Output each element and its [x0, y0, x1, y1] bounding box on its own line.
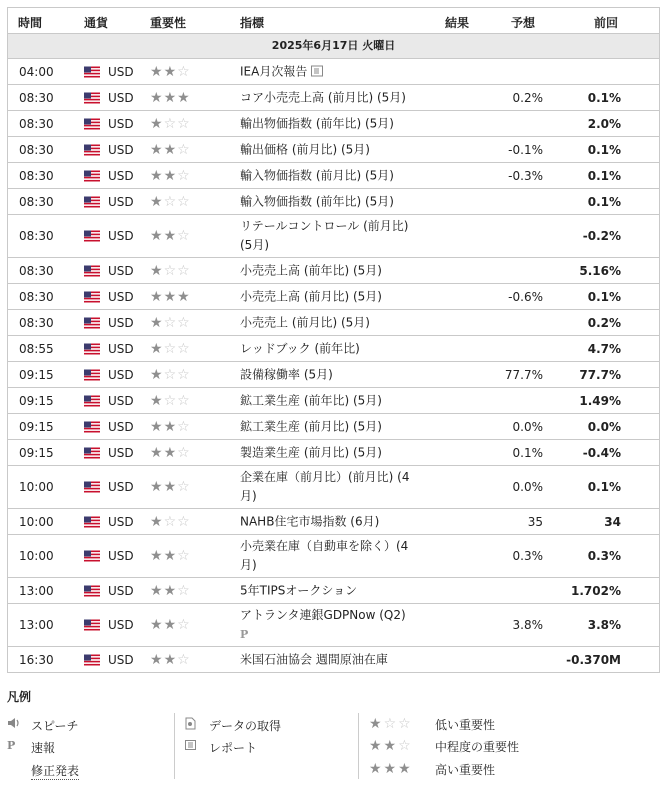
table-header — [8, 8, 659, 34]
event-name[interactable]: 米国石油協会 週間原油在庫 — [240, 652, 388, 666]
event-forecast: -0.1% — [508, 142, 543, 157]
legend-divider — [358, 713, 359, 779]
event-forecast: 77.7% — [504, 367, 543, 382]
event-currency: USD — [108, 315, 134, 330]
importance-stars-icon: ★★☆ — [150, 617, 191, 633]
table-row[interactable] — [8, 215, 659, 258]
event-currency: USD — [108, 419, 134, 434]
speaker-icon — [7, 717, 21, 732]
event-previous: 77.7% — [579, 367, 621, 382]
table-row[interactable] — [8, 509, 659, 535]
event-forecast: 35 — [527, 514, 543, 529]
us-flag-icon — [84, 620, 100, 631]
document-icon — [185, 717, 196, 733]
event-time: 10:00 — [19, 480, 54, 494]
event-forecast: 3.8% — [512, 618, 543, 632]
header-time: 時間 — [18, 16, 43, 30]
event-name[interactable]: 製造業生産 (前月比) (5月) — [240, 445, 382, 459]
us-flag-icon — [84, 317, 100, 328]
event-name[interactable]: リテールコントロール (前月比) (5月) — [240, 219, 409, 252]
event-currency: USD — [108, 618, 134, 632]
importance-stars-icon: ★★☆ — [150, 418, 191, 435]
event-name[interactable]: IEA月次報告 — [240, 62, 430, 81]
event-previous: 0.1% — [587, 289, 621, 304]
event-previous: 0.1% — [587, 90, 621, 105]
us-flag-icon — [84, 170, 100, 181]
event-currency: USD — [108, 168, 134, 183]
importance-stars-icon: ★★☆ — [150, 479, 191, 495]
event-currency: USD — [108, 116, 134, 131]
table-row[interactable] — [8, 466, 659, 509]
event-previous: -0.4% — [582, 445, 621, 460]
header-indicator: 指標 — [240, 16, 265, 30]
header-forecast: 予想 — [511, 16, 536, 30]
event-previous: 1.49% — [579, 393, 621, 408]
event-name[interactable]: コア小売売上高 (前月比) (5月) — [240, 90, 406, 104]
event-rows — [8, 59, 659, 673]
event-time: 08:30 — [19, 194, 54, 209]
importance-stars-icon: ★★☆ — [150, 444, 191, 461]
us-flag-icon — [84, 421, 100, 432]
us-flag-icon — [84, 92, 100, 103]
event-previous: 0.1% — [587, 194, 621, 209]
event-forecast: 0.3% — [512, 549, 543, 563]
us-flag-icon — [84, 654, 100, 665]
event-previous: 0.2% — [587, 315, 621, 330]
economic-calendar-table — [7, 7, 660, 673]
event-time: 08:30 — [19, 229, 54, 243]
us-flag-icon — [84, 118, 100, 129]
importance-stars-icon: ★★☆ — [150, 582, 191, 599]
event-name[interactable]: 鉱工業生産 (前月比) (5月) — [240, 419, 382, 433]
event-currency: USD — [108, 142, 134, 157]
event-previous: 0.1% — [587, 168, 621, 183]
event-time: 09:15 — [19, 445, 54, 460]
event-time: 09:15 — [19, 419, 54, 434]
event-time: 09:15 — [19, 367, 54, 382]
event-name[interactable]: 企業在庫（前月比）(前月比) (4月) — [240, 470, 410, 503]
table-row[interactable] — [8, 85, 659, 111]
table-row[interactable] — [8, 310, 659, 336]
event-currency: USD — [108, 393, 134, 408]
event-time: 09:15 — [19, 393, 54, 408]
table-row[interactable] — [8, 284, 659, 310]
event-time: 08:30 — [19, 263, 54, 278]
event-name[interactable]: 小売売上 (前月比) (5月) — [240, 315, 370, 329]
importance-stars-icon: ★★☆ — [150, 228, 191, 244]
event-name[interactable]: 輸入物価指数 (前月比) (5月) — [240, 168, 394, 182]
event-currency: USD — [108, 549, 134, 563]
importance-stars-icon: ★★☆ — [150, 651, 191, 668]
event-forecast: 0.2% — [512, 90, 543, 105]
table-row[interactable] — [8, 336, 659, 362]
event-time: 13:00 — [19, 618, 54, 632]
event-previous: 34 — [604, 514, 621, 529]
stars-medium-icon: ★★☆ — [369, 738, 413, 754]
preliminary-icon: P — [240, 628, 249, 641]
importance-stars-icon: ★★☆ — [150, 141, 191, 158]
importance-stars-icon: ★★★ — [150, 288, 191, 305]
event-time: 10:00 — [19, 514, 54, 529]
event-currency: USD — [108, 341, 134, 356]
importance-stars-icon: ★★☆ — [150, 63, 191, 80]
us-flag-icon — [84, 291, 100, 302]
importance-stars-icon: ★★★ — [150, 89, 191, 106]
event-previous: 0.3% — [587, 549, 621, 563]
event-forecast: 0.0% — [512, 419, 543, 434]
table-row[interactable] — [8, 362, 659, 388]
event-currency: USD — [108, 367, 134, 382]
event-name[interactable]: 小売売上高 (前年比) (5月) — [240, 263, 382, 277]
us-flag-icon — [84, 369, 100, 380]
report-icon — [311, 65, 323, 76]
event-previous: 5.16% — [579, 263, 621, 278]
event-time: 08:30 — [19, 289, 54, 304]
table-row[interactable] — [8, 137, 659, 163]
us-flag-icon — [84, 585, 100, 596]
importance-stars-icon: ★★☆ — [150, 167, 191, 184]
event-previous: 0.1% — [587, 480, 621, 494]
event-currency: USD — [108, 289, 134, 304]
event-time: 13:00 — [19, 583, 54, 598]
event-time: 08:30 — [19, 90, 54, 105]
event-currency: USD — [108, 514, 134, 529]
event-currency: USD — [108, 445, 134, 460]
table-row[interactable] — [8, 388, 659, 414]
report-icon — [185, 739, 197, 754]
legend: 凡例 スピーチ P 速報 修正発表 データの取得 レポート ★☆☆ 低い重要性 ★★☆ 中程度の重要性 ★★★ 高い重要性 — [7, 690, 520, 778]
importance-stars-icon: ★☆☆ — [150, 366, 191, 383]
event-currency: USD — [108, 652, 134, 667]
us-flag-icon — [84, 265, 100, 276]
event-time: 08:30 — [19, 116, 54, 131]
header-importance: 重要性 — [150, 16, 187, 30]
event-time: 08:30 — [19, 168, 54, 183]
header-result: 結果 — [445, 16, 470, 30]
table-row[interactable] — [8, 414, 659, 440]
importance-stars-icon: ★☆☆ — [150, 115, 191, 132]
event-forecast: 0.1% — [512, 445, 543, 460]
event-name[interactable]: レッドブック (前年比) — [240, 341, 360, 355]
event-previous: 2.0% — [587, 116, 621, 131]
us-flag-icon — [84, 343, 100, 354]
event-forecast: -0.6% — [508, 289, 543, 304]
event-forecast: -0.3% — [508, 168, 543, 183]
us-flag-icon — [84, 196, 100, 207]
event-previous: -0.2% — [582, 229, 621, 243]
event-previous: 3.8% — [587, 618, 621, 632]
us-flag-icon — [84, 482, 100, 493]
importance-stars-icon: ★☆☆ — [150, 340, 191, 357]
event-name[interactable]: NAHB住宅市場指数 (6月) — [240, 514, 380, 528]
event-name[interactable]: アトランタ連銀GDPNow (Q2) P — [240, 606, 420, 644]
event-name[interactable]: 輸出物価指数 (前年比) (5月) — [240, 116, 394, 130]
legend-title: 凡例 — [7, 690, 32, 704]
event-time: 16:30 — [19, 652, 54, 667]
importance-stars-icon: ★☆☆ — [150, 193, 191, 210]
date-row: 2025年6月17日 火曜日 — [8, 34, 659, 59]
table-row[interactable] — [8, 647, 659, 673]
table-row[interactable] — [8, 440, 659, 466]
table-row[interactable] — [8, 59, 659, 85]
event-name[interactable]: 輸入物価指数 (前年比) (5月) — [240, 194, 394, 208]
stars-high-icon: ★★★ — [369, 761, 413, 777]
importance-stars-icon: ★☆☆ — [150, 392, 191, 409]
event-previous: -0.370M — [566, 652, 621, 667]
legend-divider — [174, 713, 175, 779]
table-row[interactable] — [8, 111, 659, 137]
event-time: 08:30 — [19, 315, 54, 330]
event-currency: USD — [108, 194, 134, 209]
table-row[interactable] — [8, 258, 659, 284]
event-forecast: 0.0% — [512, 480, 543, 494]
stars-low-icon: ★☆☆ — [369, 716, 413, 732]
event-name[interactable]: 小売売上高 (前月比) (5月) — [240, 289, 382, 303]
event-time: 04:00 — [19, 64, 54, 79]
event-currency: USD — [108, 90, 134, 105]
event-name[interactable]: 5年TIPSオークション — [240, 583, 358, 597]
event-currency: USD — [108, 229, 134, 243]
event-previous: 0.1% — [587, 142, 621, 157]
event-currency: USD — [108, 583, 134, 598]
preliminary-icon: P — [7, 739, 16, 752]
importance-stars-icon: ★★☆ — [150, 548, 191, 564]
event-currency: USD — [108, 480, 134, 494]
us-flag-icon — [84, 516, 100, 527]
event-name[interactable]: 鉱工業生産 (前年比) (5月) — [240, 393, 382, 407]
event-name[interactable]: 小売業在庫（自動車を除く）(4月) — [240, 539, 409, 572]
header-currency: 通貨 — [84, 16, 109, 30]
event-currency: USD — [108, 64, 134, 79]
table-row[interactable] — [8, 189, 659, 215]
event-previous: 1.702% — [571, 583, 621, 598]
us-flag-icon — [84, 231, 100, 242]
header-previous: 前回 — [594, 16, 619, 30]
event-time: 10:00 — [19, 549, 54, 563]
table-row[interactable] — [8, 578, 659, 604]
event-name[interactable]: 輸出価格 (前月比) (5月) — [240, 142, 370, 156]
us-flag-icon — [84, 144, 100, 155]
table-row[interactable] — [8, 604, 659, 647]
importance-stars-icon: ★☆☆ — [150, 513, 191, 530]
event-time: 08:55 — [19, 341, 54, 356]
us-flag-icon — [84, 551, 100, 562]
event-name[interactable]: 設備稼働率 (5月) — [240, 367, 333, 381]
importance-stars-icon: ★☆☆ — [150, 314, 191, 331]
importance-stars-icon: ★☆☆ — [150, 262, 191, 279]
us-flag-icon — [84, 66, 100, 77]
event-time: 08:30 — [19, 142, 54, 157]
us-flag-icon — [84, 395, 100, 406]
us-flag-icon — [84, 447, 100, 458]
event-previous: 0.0% — [587, 419, 621, 434]
event-currency: USD — [108, 263, 134, 278]
table-row[interactable] — [8, 163, 659, 189]
event-previous: 4.7% — [587, 341, 621, 356]
table-row[interactable] — [8, 535, 659, 578]
